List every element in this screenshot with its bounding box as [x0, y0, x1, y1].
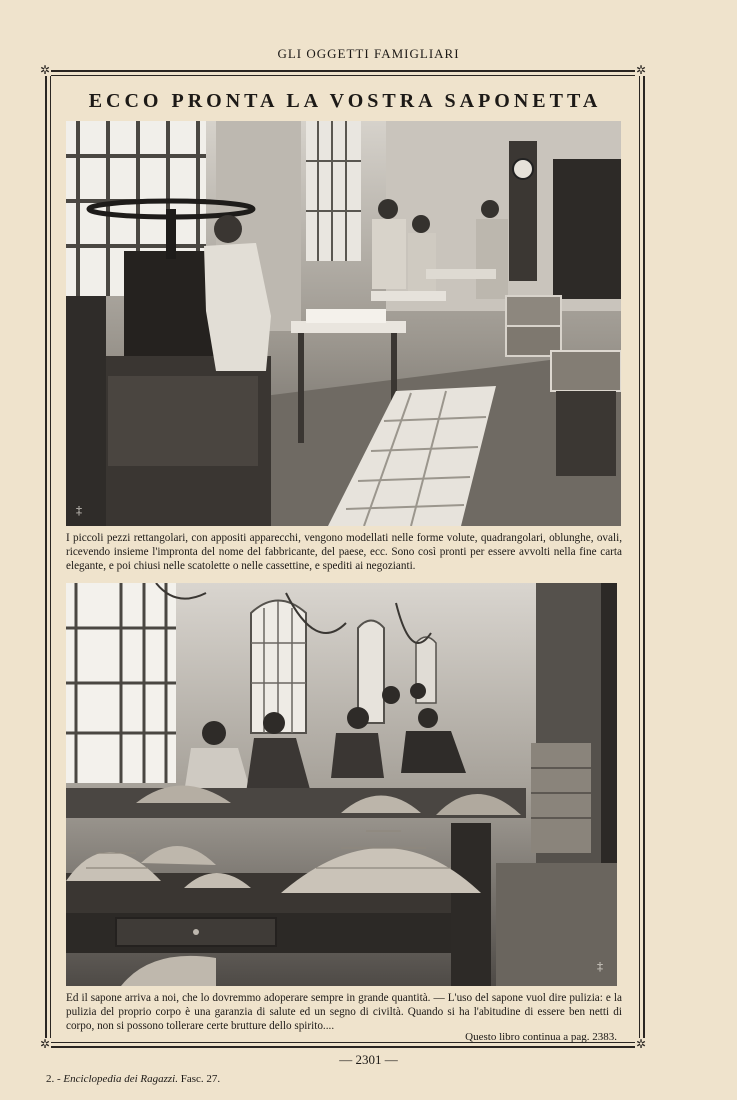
- photo-soap-moulding-workshop: [66, 121, 621, 526]
- page-number: — 2301 —: [339, 1052, 398, 1067]
- footer: [46, 1073, 220, 1085]
- photo-2-illustration: [66, 583, 617, 986]
- photo-1-caption: I piccoli pezzi rettangolari, con appositi apparecchi, vengono modellati nelle forme volute, quadrangolari, oblunghe, ovali, ricevendo insieme l'impronta del nome del fabbricante, del paese, ecc. Sono così pronti per essere avvolti nella fine carta elegante, e poi chiusi nelle scatolette o nelle cassettine, e spediti ai negozianti.: [66, 532, 622, 572]
- engraver-mark: ‡: [597, 959, 603, 973]
- photo-2-caption: Ed il sapone arriva a noi, che lo dovremmo adoperare sempre in grande quantità. — L'uso del sapone vuol dire pulizia: e la pulizia del proprio corpo è una garanzia di salute ed un segno di civiltà. Quando si ha l'abitudine di essere ben netti di corpo, non si possono tollerare certe brutture dello spirito....: [66, 992, 622, 1032]
- engraver-mark: ‡: [76, 503, 82, 517]
- continue-note: Questo libro continua a pag. 2383.: [465, 1031, 617, 1043]
- running-head: GLI OGGETTI FAMIGLIARI: [277, 46, 460, 61]
- frame-corner-ornament: ✲: [39, 1037, 51, 1051]
- photo-soap-wrapping-room: [66, 583, 617, 986]
- page-title: ECCO PRONTA LA VOSTRA SAPONETTA: [88, 90, 602, 112]
- photo-1-illustration: [66, 121, 621, 526]
- frame-corner-ornament: ✲: [635, 63, 647, 77]
- footer-issue: Fasc. 27.: [180, 1073, 221, 1085]
- footer-publication: Enciclopedia dei Ragazzi.: [63, 1073, 178, 1085]
- frame-corner-ornament: ✲: [39, 63, 51, 77]
- frame-corner-ornament: ✲: [635, 1037, 647, 1051]
- footer-prefix: 2. -: [46, 1073, 61, 1085]
